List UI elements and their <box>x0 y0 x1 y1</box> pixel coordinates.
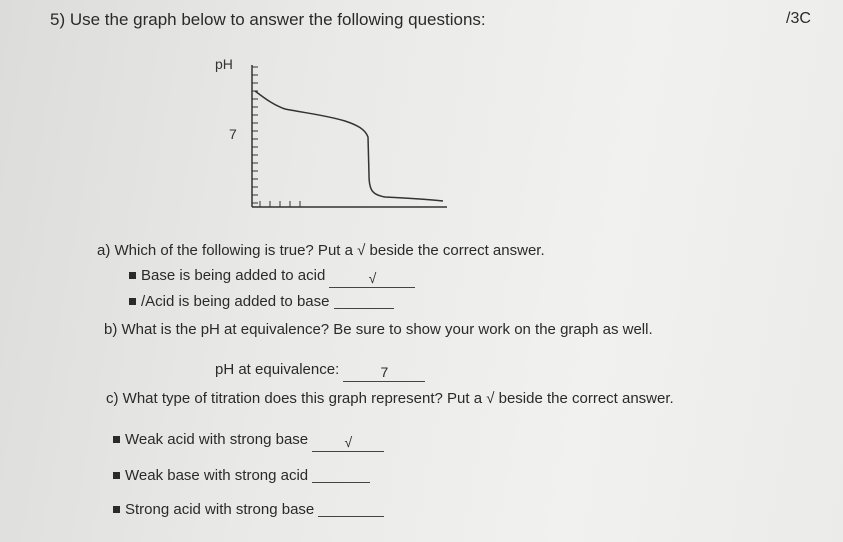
option-label: Strong acid with strong base <box>125 501 315 518</box>
answer-blank[interactable] <box>334 291 394 309</box>
option-label: Base is being added to acid <box>141 267 326 284</box>
option-label: Weak base with strong acid <box>125 467 309 484</box>
bullet <box>129 298 136 305</box>
part-b-prompt: b) What is the pH at equivalence? Be sure to show your work on the graph as well. <box>104 321 653 338</box>
bullet <box>113 472 120 479</box>
answer-blank[interactable]: 7 <box>343 364 425 382</box>
part-c-prompt: c) What type of titration does this graph represent? Put a √ beside the correct answer. <box>106 390 674 407</box>
bullet <box>113 436 120 443</box>
bullet <box>129 272 136 279</box>
part-a-option-2 <box>129 291 394 310</box>
part-c-option-2 <box>113 465 370 484</box>
y-axis-label: pH <box>215 56 233 72</box>
y-axis-ticks <box>252 67 258 203</box>
answer-label: pH at equivalence: <box>215 361 340 378</box>
titration-curve <box>255 91 443 201</box>
titration-graph <box>205 55 455 215</box>
answer-blank[interactable]: √ <box>312 434 384 452</box>
part-a-option-1 <box>129 267 415 288</box>
answer-blank[interactable] <box>318 499 384 517</box>
part-c-option-1 <box>113 431 384 452</box>
part-b-answer-row <box>215 361 425 382</box>
tick-label-7: 7 <box>229 126 237 142</box>
option-label: Weak acid with strong base <box>125 431 309 448</box>
part-a-prompt: a) Which of the following is true? Put a √ beside the correct answer. <box>97 242 545 259</box>
score-label: /3C <box>786 10 811 27</box>
part-c-option-3 <box>113 499 384 518</box>
answer-blank[interactable] <box>312 465 370 483</box>
answer-blank[interactable]: √ <box>329 270 415 288</box>
question-title: 5) Use the graph below to answer the following questions: <box>50 10 486 29</box>
option-label: /Acid is being added to base <box>141 293 330 310</box>
x-axis-ticks <box>260 201 300 207</box>
bullet <box>113 506 120 513</box>
